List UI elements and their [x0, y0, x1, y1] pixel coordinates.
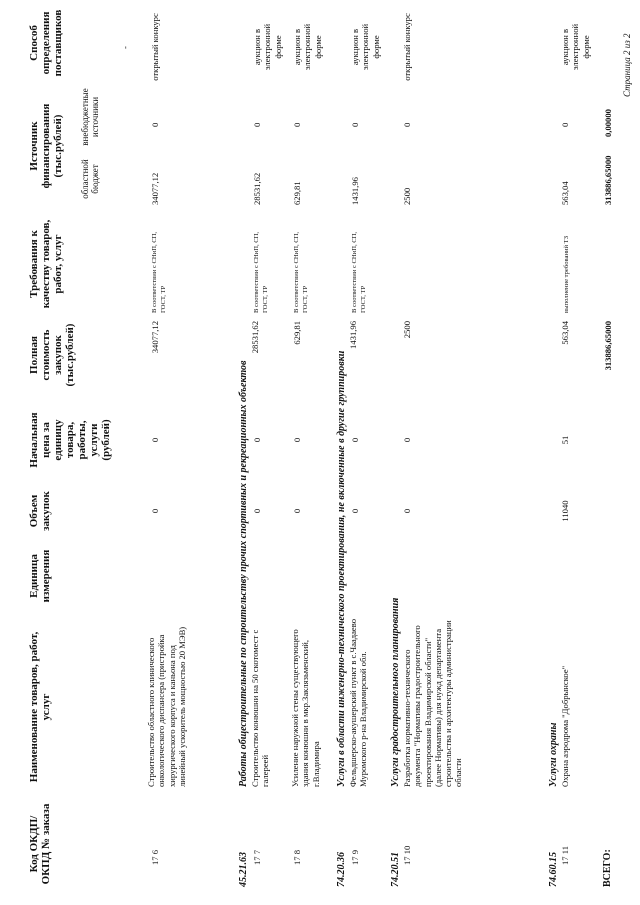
row-method: аукцион в электронной форме	[350, 23, 381, 71]
header-name: Наименование товаров, работ, услуг	[28, 631, 52, 783]
header-method: Способ определения поставщиков	[28, 9, 64, 77]
header-volume: Объем закупок	[28, 491, 52, 531]
row-method: открытый конкурс	[150, 13, 160, 81]
section-code: 74.60.15	[548, 852, 559, 887]
row-name: Строительство областного клинического онкологического диспансера (пристройка хирургического корпуса и каньона под линейный ускоритель мощностью 20 МЭВ)	[146, 626, 187, 787]
totals-total: 313886,65000	[603, 321, 613, 371]
section-title: Услуги градостроительного планирования	[390, 597, 401, 787]
row-source-regional: 2500	[402, 187, 412, 205]
row-source-regional: 28531,62	[252, 172, 262, 205]
row-source-regional: 629,81	[292, 181, 302, 205]
row-num: 17 8	[292, 849, 302, 865]
row-volume: 0	[402, 508, 412, 514]
row-volume: 0	[350, 508, 360, 514]
row-volume: 0	[252, 508, 262, 514]
row-requirements: В соответствии с СНиП, СП, ГОСТ, ТР	[293, 231, 309, 313]
row-total: 563,04	[560, 321, 570, 345]
row-method: аукцион в электронной форме	[560, 23, 591, 71]
section-title: Услуги охраны	[548, 722, 559, 787]
section-code: 74.20.51	[390, 852, 401, 887]
section-title: Услуги в области инженерно-технического проектирования, не включенные в другие группировки	[336, 350, 347, 787]
totals-extra: 0,00000	[603, 109, 613, 137]
row-total: 629,81	[292, 321, 302, 345]
row-volume: 11040	[560, 500, 570, 522]
row-price: 0	[292, 437, 302, 443]
row-volume: 0	[292, 508, 302, 514]
row-requirements: В соответствии с СНиП, СП, ГОСТ, ТР	[253, 231, 269, 313]
section-code: 45.21.63	[238, 852, 249, 887]
row-source-regional: 1431,96	[350, 177, 360, 205]
row-price: 0	[150, 437, 160, 443]
row-method: аукцион в электронной форме	[252, 23, 283, 71]
row-source-extra: 0	[560, 122, 570, 127]
row-method: открытый конкурс	[402, 13, 412, 81]
row-source-extra: 0	[252, 122, 262, 127]
row-num: 17 11	[560, 845, 570, 865]
row-total: 34077,12	[150, 321, 160, 354]
header-total: Полная стоимость закупок (тыс.рублей)	[28, 323, 76, 387]
section-title: Работы общестроительные по строительству прочих спортивных и рекреационных объектов	[238, 360, 249, 787]
row-source-extra: 0	[150, 122, 160, 127]
row-price: 51	[560, 435, 570, 445]
header-method-dash: -	[120, 46, 130, 49]
row-price: 0	[350, 437, 360, 443]
row-name: Фельдшерско-акушерский пункт в с.Чаадаево Муромского р-на Владимирской обл.	[348, 619, 369, 787]
header-unit: Единица измерения	[28, 549, 52, 603]
header-source-regional: областной бюджет	[80, 159, 100, 199]
row-source-extra: 0	[350, 122, 360, 127]
row-name: Охрана аэродрома "Добрынское"	[560, 665, 570, 787]
row-name: Строительство конюшни на 50 скотомест с галереей	[250, 629, 271, 787]
row-num: 17 9	[350, 849, 360, 865]
row-requirements: В соответствии с СНиП, СП, ГОСТ, ТР	[351, 231, 367, 313]
row-name: Разработка нормативно-технического документа "Нормативы градостроительного проектирования Владимирской области" (далее Нормативы) для нужд департамента строительства и архитектуры администрации области	[402, 620, 464, 787]
row-source-extra: 0	[292, 122, 302, 127]
header-price: Начальная цена за единицу товара, работы, услуги (рублей)	[28, 412, 112, 468]
row-name: Усиление наружной стены существующего здания конюшни в мкр.Заклязьменский, г.Владимира	[290, 629, 321, 787]
row-volume: 0	[150, 508, 160, 514]
row-source-regional: 563,04	[560, 181, 570, 205]
totals-regional: 313886,65000	[603, 155, 613, 205]
row-price: 0	[402, 437, 412, 443]
header-source: Источник финансирования (тыс.рублей)	[28, 103, 64, 189]
row-num: 17 10	[402, 845, 412, 865]
row-source-extra: 0	[402, 122, 412, 127]
row-total: 28531,62	[250, 321, 260, 354]
row-total: 2500	[402, 321, 412, 339]
row-total: 1431,96	[348, 321, 358, 349]
row-source-regional: 34077,12	[150, 172, 160, 205]
section-code: 74.20.36	[336, 852, 347, 887]
row-price: 0	[252, 437, 262, 443]
header-code: Код ОКДП/ ОКПД № заказа	[28, 803, 52, 885]
totals-label: ВСЕГО:	[602, 849, 613, 887]
header-requirements: Требования к качеству товаров, работ, услуг	[28, 219, 64, 309]
row-num: 17 6	[150, 849, 160, 865]
header-source-extra: внебюджетные источники	[80, 88, 100, 146]
row-requirements: В соответствии с СНиП, СП, ГОСТ, ТР	[151, 231, 167, 313]
page-footer: Страница 2 из 2	[622, 33, 632, 97]
row-requirements: выполнение требований ТЗ	[563, 235, 570, 313]
row-num: 17 7	[252, 849, 262, 865]
row-method: аукцион в электронной форме	[292, 23, 323, 71]
